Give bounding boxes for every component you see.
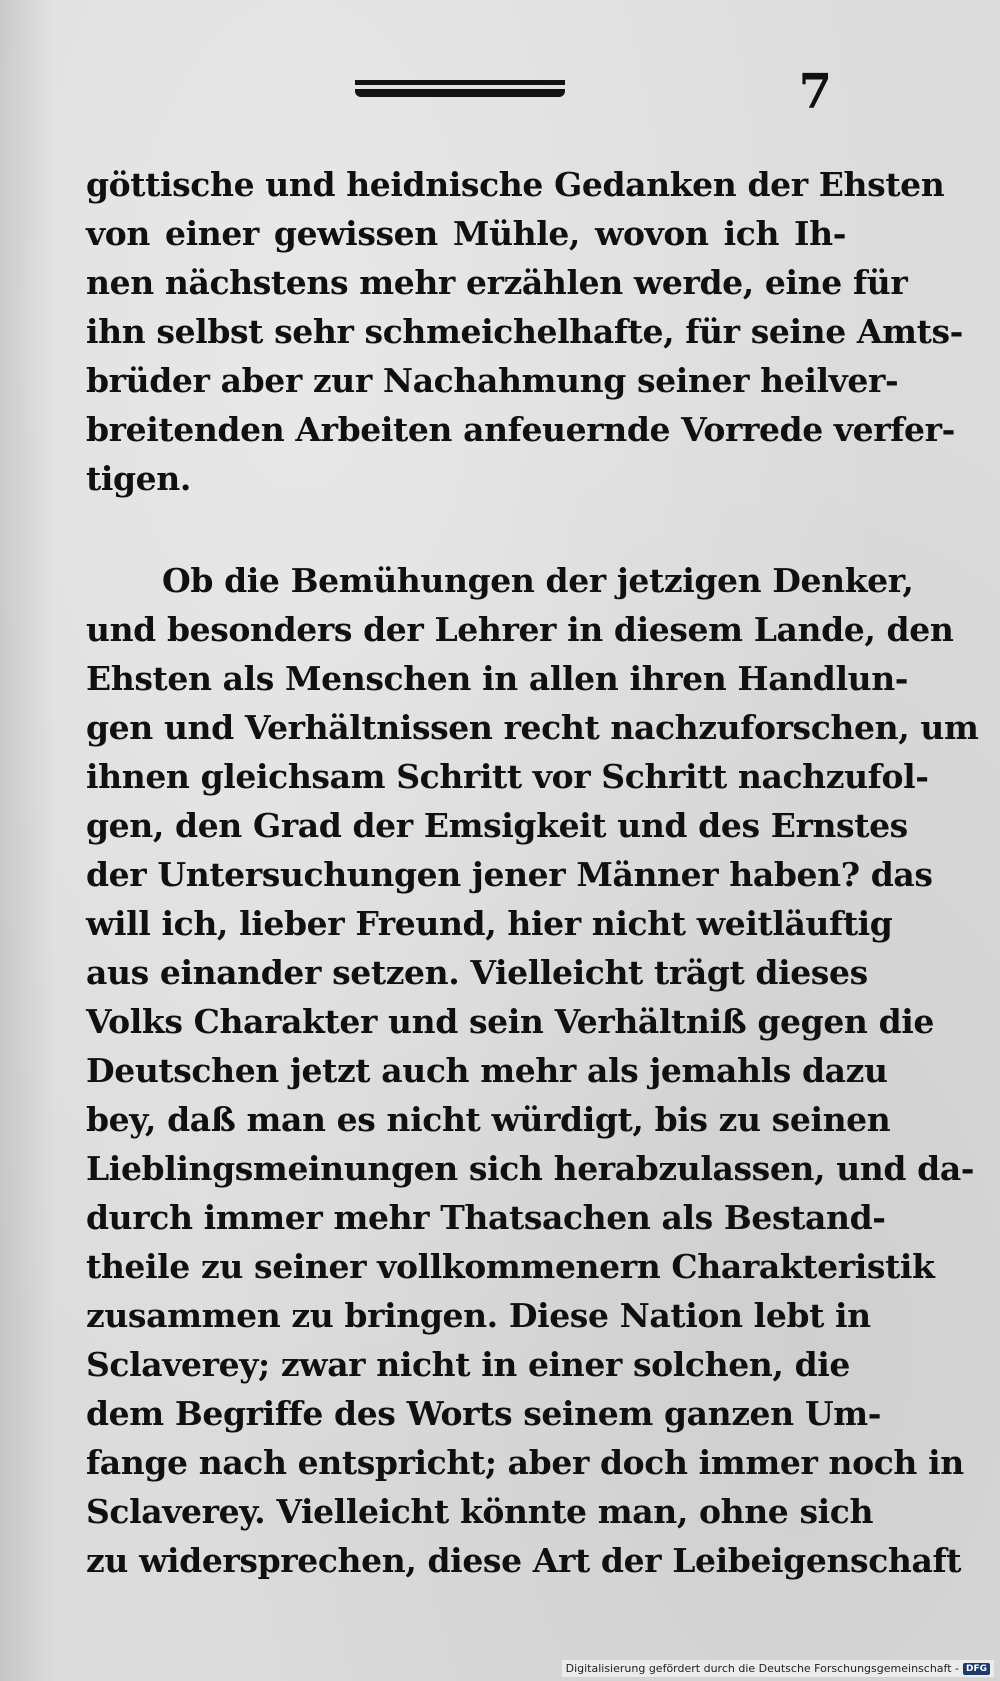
- text-line: Ob die Bemühungen der jetzigen Denker,: [162, 561, 914, 600]
- dfg-logo: DFG: [963, 1663, 990, 1675]
- digitization-credit: [562, 1660, 994, 1677]
- text-line: Volks Charakter und sein Verhältniß gegen die: [86, 1002, 935, 1041]
- text-line: ihn selbst sehr schmeichelhafte, für seine Amts-: [86, 312, 963, 351]
- text-line: theile zu seiner vollkommenern Charakteristik: [86, 1247, 935, 1286]
- ornament-bar-top: [355, 80, 565, 85]
- text-line: nen nächstens mehr erzählen werde, eine für: [86, 263, 908, 302]
- text-line: Deutschen jetzt auch mehr als jemahls dazu: [86, 1051, 888, 1090]
- text-line: bey, daß man es nicht würdigt, bis zu seinen: [86, 1100, 891, 1139]
- text-line: gen und Verhältnissen recht nachzuforschen, um: [86, 708, 979, 747]
- text-line: aus einander setzen. Vielleicht trägt dieses: [86, 953, 868, 992]
- text-line: tigen.: [86, 459, 191, 498]
- text-line: zu widersprechen, diese Art der Leibeigenschaft: [86, 1541, 962, 1580]
- text-line: brüder aber zur Nachahmung seiner heilver-: [86, 361, 899, 400]
- header-ornament-rule: [355, 80, 565, 102]
- text-line: gen, den Grad der Emsigkeit und des Ernstes: [86, 806, 908, 845]
- page-number: 7: [798, 64, 832, 120]
- text-line: der Untersuchungen jener Männer haben? das: [86, 855, 933, 894]
- paragraph-1: [86, 160, 963, 503]
- text-line: Sclaverey. Vielleicht könnte man, ohne sich: [86, 1492, 874, 1531]
- text-line: dem Begriffe des Worts seinem ganzen Um-: [86, 1394, 882, 1433]
- text-line: durch immer mehr Thatsachen als Bestand-: [86, 1198, 886, 1237]
- text-line: Ehsten als Menschen in allen ihren Handlun-: [86, 659, 909, 698]
- credit-text: Digitalisierung gefördert durch die Deutsche Forschungsgemeinschaft -: [565, 1662, 959, 1675]
- text-line: göttische und heidnische Gedanken der Ehsten: [86, 165, 945, 204]
- ornament-bar-bottom: [355, 89, 565, 97]
- text-line: zusammen zu bringen. Diese Nation lebt in: [86, 1296, 871, 1335]
- text-line: fange nach entspricht; aber doch immer noch in: [86, 1443, 964, 1482]
- text-line: breitenden Arbeiten anfeuernde Vorrede verfer-: [86, 410, 955, 449]
- text-line: Sclaverey; zwar nicht in einer solchen, die: [86, 1345, 850, 1384]
- text-line: und besonders der Lehrer in diesem Lande, den: [86, 610, 954, 649]
- paragraph-2: [86, 556, 979, 1585]
- text-line: ihnen gleichsam Schritt vor Schritt nachzufol-: [86, 757, 929, 796]
- page-gutter-shadow: [0, 0, 55, 1681]
- text-line: Lieblingsmeinungen sich herabzulassen, und da-: [86, 1149, 975, 1188]
- text-line: will ich, lieber Freund, hier nicht weitläuftig: [86, 904, 893, 943]
- text-line: von einer gewissen Mühle, wovon ich Ih-: [86, 214, 846, 253]
